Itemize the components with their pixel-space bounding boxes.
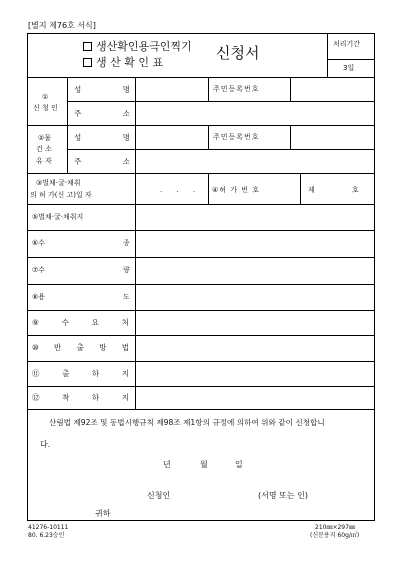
shipping-place-label: ⑪ 출 하 지 <box>32 369 129 378</box>
rule <box>27 230 375 231</box>
permit-number-prefix: 제 <box>308 186 315 194</box>
date-month: 월 <box>200 460 208 469</box>
rule <box>27 386 375 387</box>
rule <box>208 173 209 204</box>
applicant-signature-label: 신청인 <box>147 491 171 500</box>
rule <box>208 125 209 149</box>
rule <box>27 257 375 258</box>
owner-section-label-2: 건 소 <box>36 145 52 153</box>
rule <box>67 149 375 150</box>
option-production-label[interactable] <box>83 57 163 68</box>
permit-date-dots: . . . <box>160 186 202 194</box>
use-label-tail: 도 <box>123 293 130 301</box>
statement-line-2: 다. <box>40 440 51 449</box>
rule <box>27 204 375 205</box>
rule <box>67 77 68 173</box>
rule <box>290 125 291 149</box>
form-number: [별지 제76호 서식] <box>28 21 96 30</box>
transport-method-label: ⑩ 반 출 방 법 <box>32 343 129 352</box>
arrival-place-label: ⑫ 착 하 지 <box>32 393 129 402</box>
owner-name-label: 성 명 <box>74 133 130 142</box>
applicant-section-label: 신 청 인 <box>33 104 58 112</box>
rule <box>327 33 328 77</box>
rule <box>27 409 375 410</box>
application-form <box>27 33 375 521</box>
production-label-checkbox[interactable] <box>83 58 92 67</box>
tree-species-label-tail: 종 <box>123 239 130 247</box>
rule <box>27 310 375 311</box>
statement-line-1: 산림법 제92조 및 동법시행규칙 제98조 제1항의 규정에 의하여 위와 같이 신청합니 <box>49 418 325 427</box>
permit-date-label-2: 의 허 가(신 고)일 자 <box>30 191 92 199</box>
rule <box>27 284 375 285</box>
tree-species-label: ⑥수 <box>32 239 46 247</box>
owner-section-label-3: 유 자 <box>36 157 52 165</box>
processing-period-value: 3일 <box>343 64 355 72</box>
option-seal-stamp[interactable] <box>83 41 192 52</box>
paper-size: 210㎜×297㎜ <box>315 524 355 531</box>
date-year: 년 <box>163 460 171 469</box>
rule <box>27 77 375 78</box>
rule <box>327 59 375 60</box>
applicant-id-label: 주민등록번호 <box>213 85 260 93</box>
use-label: ⑧용 <box>32 293 46 301</box>
demand-place-label: ⑨ 수 요 처 <box>32 318 129 327</box>
owner-id-label: 주민등록번호 <box>213 133 260 141</box>
rule <box>27 335 375 336</box>
owner-section-label-1: ②물 <box>38 134 52 142</box>
quantity-label-tail: 량 <box>123 266 130 274</box>
permit-date-label-1: ③벌채·굴·채취 <box>36 179 81 187</box>
production-label-label: 생 산 확 인 표 <box>96 56 164 69</box>
rule <box>208 77 209 101</box>
seal-stamp-checkbox[interactable] <box>83 42 92 51</box>
rule <box>27 125 375 126</box>
applicant-name-label: 성 명 <box>74 85 130 94</box>
paper-type: (신문용지 60g/㎡) <box>310 532 360 539</box>
approval-date: 80. 6.23승인 <box>28 532 65 539</box>
applicant-section-number: ① <box>42 93 49 101</box>
rule <box>67 101 375 102</box>
rule <box>290 77 291 101</box>
seal-stamp-label: 생산확인용극인찍기 <box>96 40 192 53</box>
signature-or-seal: (서명 또는 인) <box>258 491 308 500</box>
form-code: 41276-10111 <box>28 524 69 531</box>
harvest-place-label: ⑤벌채·굴·채취지 <box>32 213 84 221</box>
quantity-label: ⑦수 <box>32 266 46 274</box>
rule <box>300 173 301 204</box>
permit-number-suffix: 호 <box>352 186 359 194</box>
date-day: 일 <box>235 460 243 469</box>
recipient-suffix: 귀하 <box>95 509 111 518</box>
applicant-address-label: 주 소 <box>74 109 130 118</box>
processing-period-label: 처리기간 <box>333 40 361 48</box>
rule <box>135 77 136 409</box>
form-title: 신청서 <box>216 44 260 62</box>
rule <box>27 361 375 362</box>
rule <box>27 173 375 174</box>
permit-number-label: ④허 가 번 호 <box>212 186 260 194</box>
owner-address-label: 주 소 <box>74 157 130 166</box>
